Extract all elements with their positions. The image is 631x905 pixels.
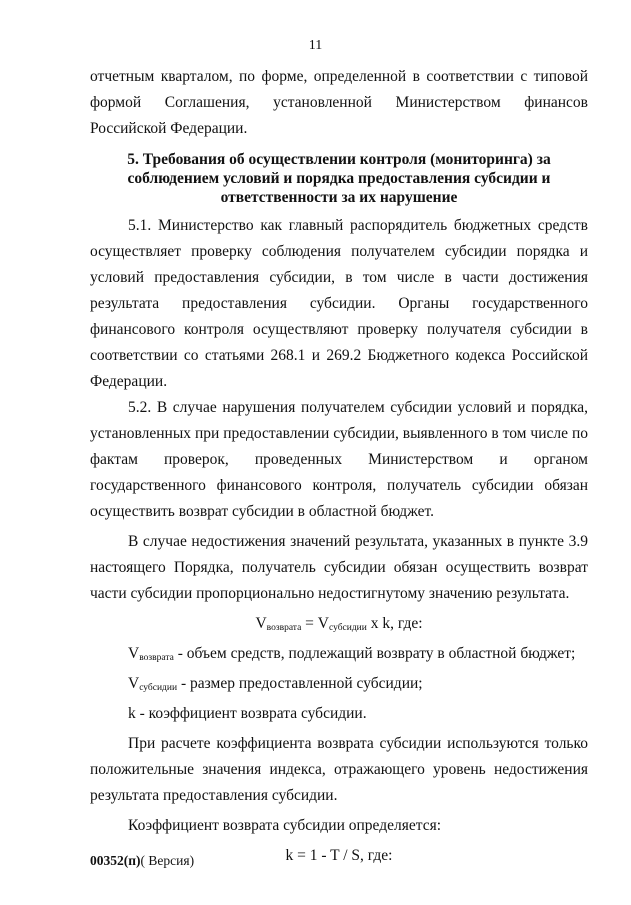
definition-v-return: [90, 641, 588, 667]
formula-var-v: V: [255, 615, 267, 632]
formula-equals: =: [301, 615, 318, 632]
paragraph-coefficient: Коэффициент возврата субсидии определяется:: [128, 817, 442, 834]
def-sub-return: возврата: [139, 653, 174, 663]
document-version: ( Версия): [140, 853, 195, 868]
definition-k: k - коэффициент возврата субсидии.: [128, 705, 367, 722]
formula-var-v2: V: [317, 615, 329, 632]
paragraph-5-1: 5.1. Министерство как главный распорядитель бюджетных средств осуществляет проверку соблюдения получателем субсидии порядка и условий предоставления субсидии, в том числе в части достижения результата предоставления субсидии. Органы государственного финансового контроля осуществляют проверку получателя субсидии в соответствии со статьями 268.1 и 269.2 Бюджетного кодекса Российской Федерации.: [90, 217, 588, 390]
def-text-return: - объем средств, подлежащий возврату в областной бюджет;: [173, 645, 576, 662]
def-var-v: V: [128, 645, 140, 662]
def-sub-subsidy: субсидии: [139, 683, 178, 693]
formula-coefficient: k = 1 - T / S, где:: [285, 847, 393, 864]
formula-return-volume: [90, 611, 588, 637]
formula-tail: x k, где:: [366, 615, 423, 632]
page-number: 11: [308, 38, 323, 53]
paragraph-nonachievement: В случае недостижения значений результата, указанных в пункте 3.9 настоящего Порядка, получатель субсидии обязан осуществить возврат части субсидии пропорционально недостигнутому значению результата.: [90, 533, 588, 602]
def-text-subsidy: - размер предоставленной субсидии;: [177, 675, 423, 692]
document-body: [90, 64, 588, 869]
formula-sub-subsidy: субсидии: [329, 623, 367, 633]
document-footer: [90, 853, 194, 869]
document-code: 00352(п): [90, 853, 141, 868]
definition-v-subsidy: [90, 671, 588, 697]
section-heading: 5. Требования об осуществлении контроля (мониторинга) за соблюдением условий и порядка предоставления субсидии и ответственности за их нарушение: [127, 151, 551, 206]
paragraph-positive-index: При расчете коэффициента возврата субсидии используются только положительные значения индекса, отражающего уровень недостижения результата предоставления субсидии.: [90, 735, 588, 804]
formula-sub-return: возврата: [266, 623, 302, 633]
paragraph-5-2: 5.2. В случае нарушения получателем субсидии условий и порядка, установленных при предоставлении субсидии, выявленного в том числе по фактам проверок, проведенных Министерством и органом государственного финансового контроля, получатель субсидии обязан осуществить возврат субсидии в областной бюджет.: [90, 399, 588, 520]
paragraph-continuation: отчетным кварталом, по форме, определенной в соответствии с типовой формой Соглашения, установленной Министерством финансов Российской Федерации.: [90, 68, 588, 137]
def-var-v2: V: [128, 675, 140, 692]
